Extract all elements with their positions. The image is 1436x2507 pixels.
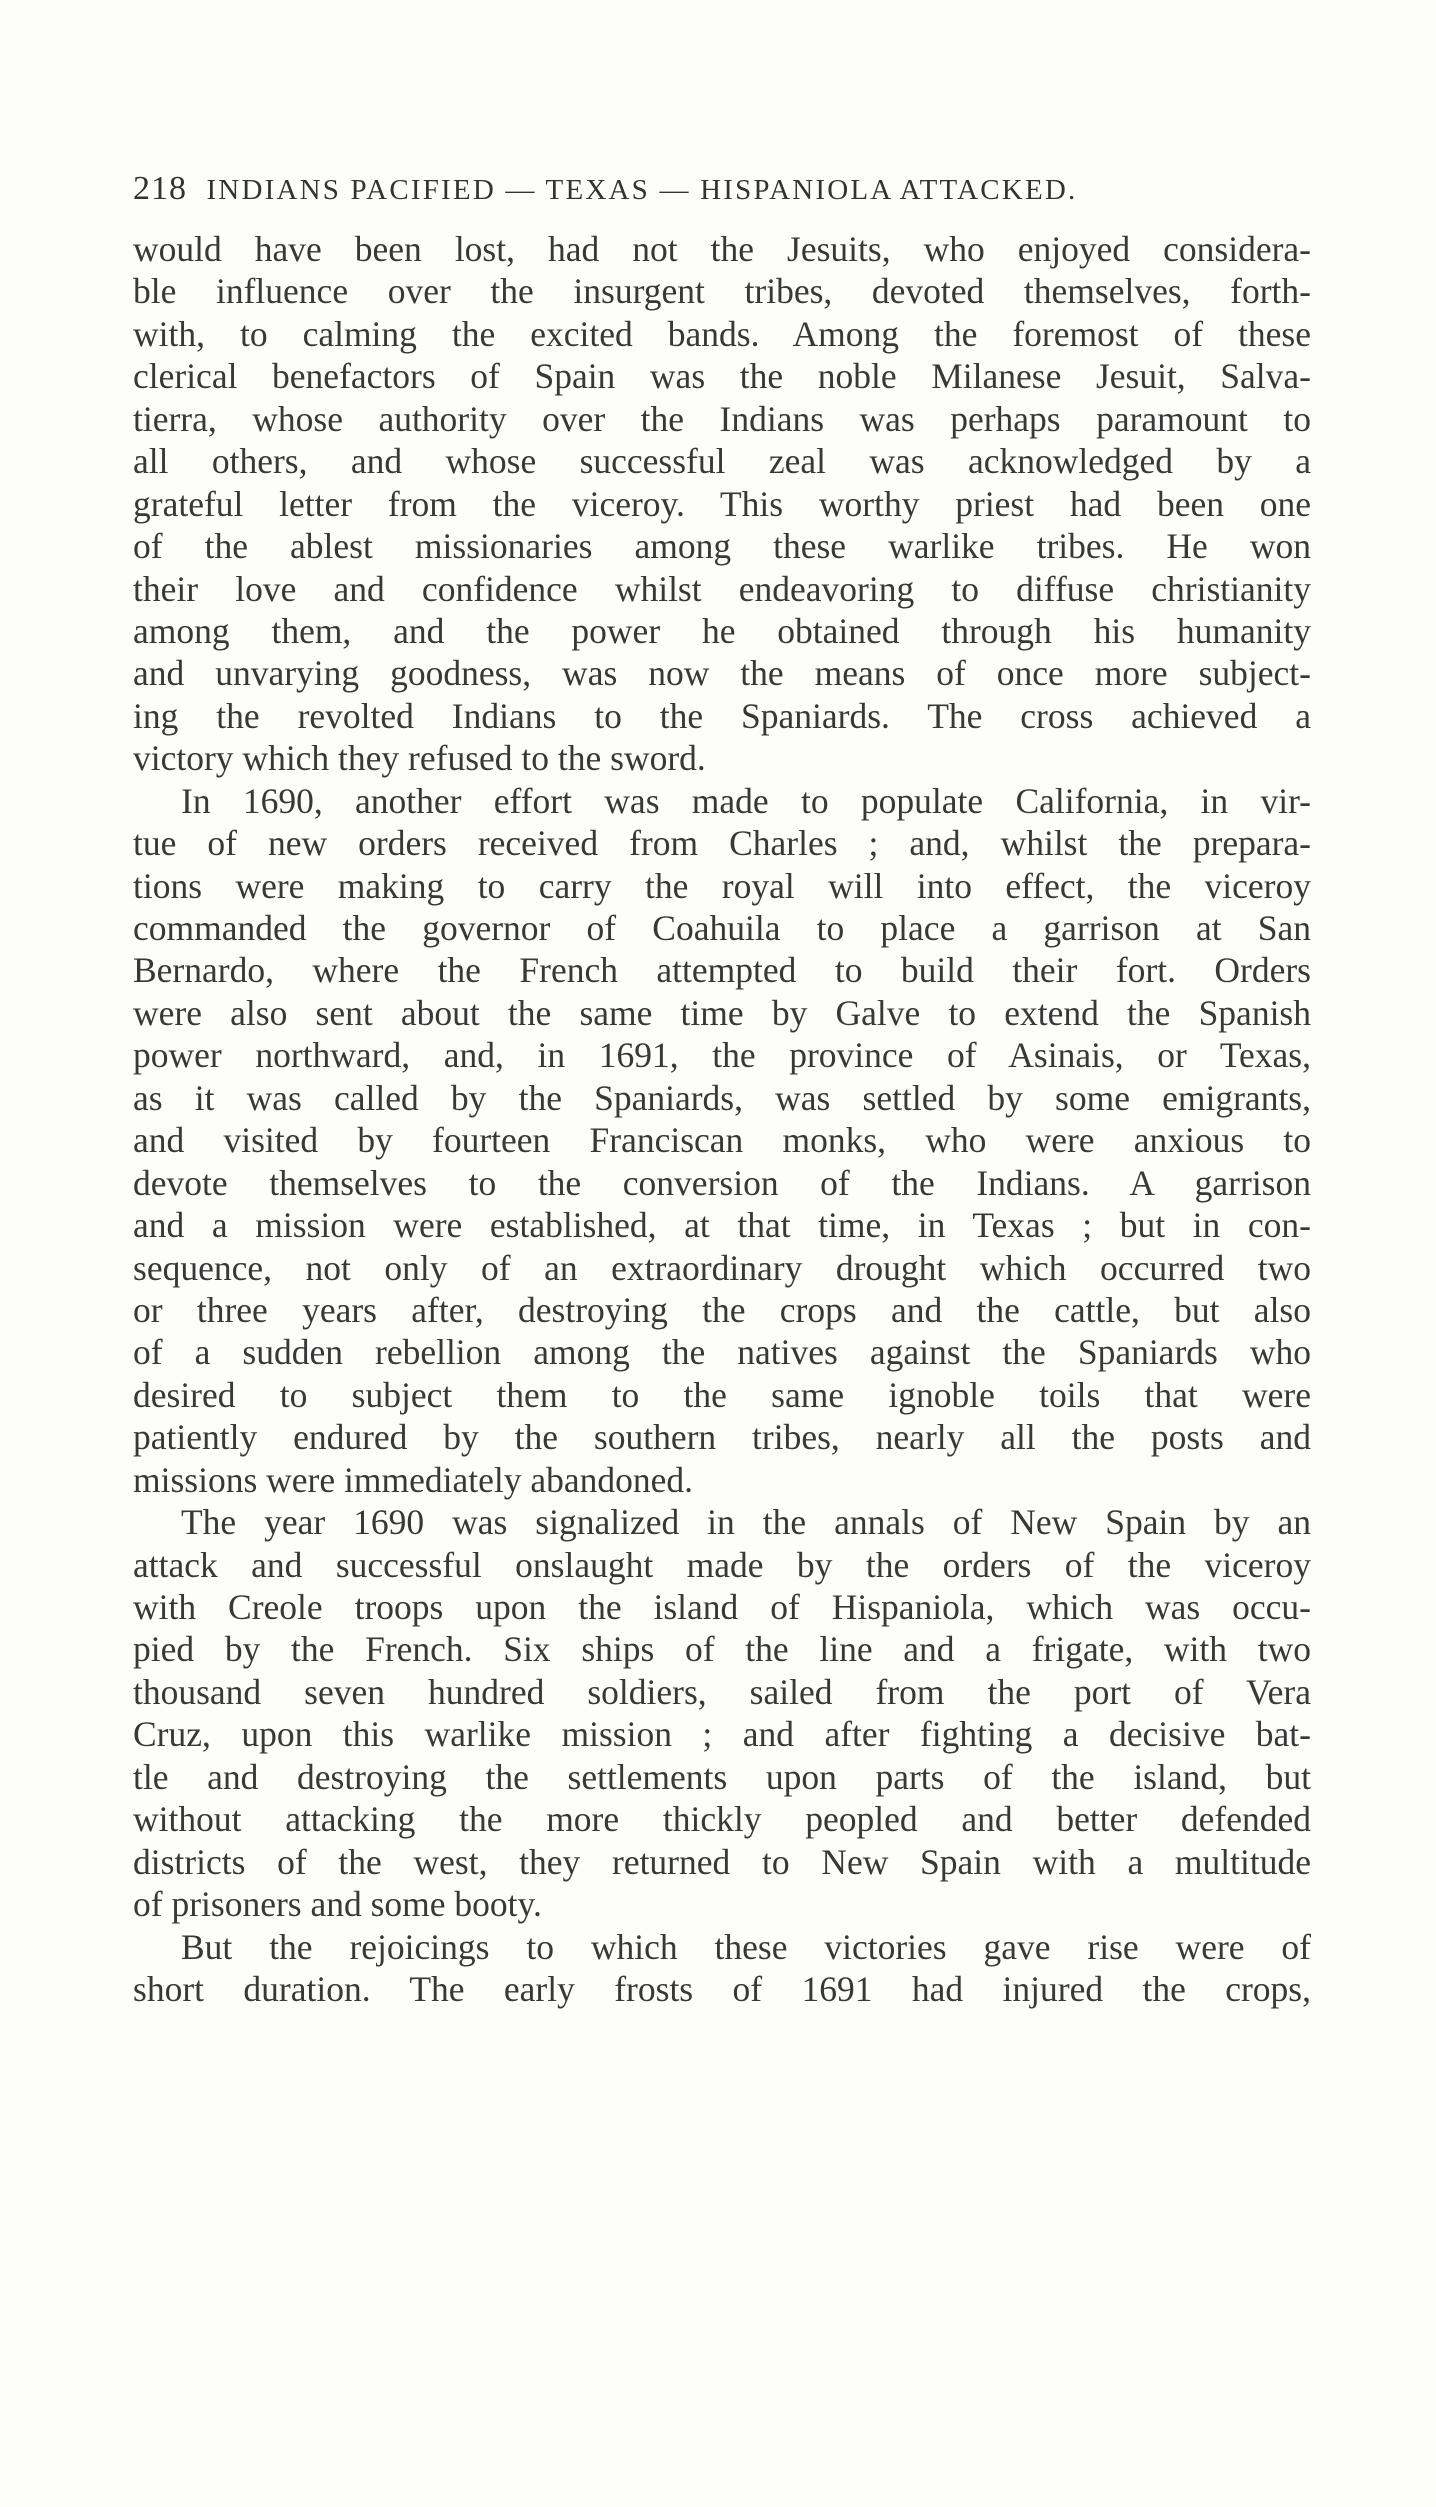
text-line: of the ablest missionaries among these warlike tribes. He won xyxy=(133,526,1311,567)
text-line: of prisoners and some booty. xyxy=(133,1884,542,1925)
text-line: tue of new orders received from Charles ; and, whilst the prepara- xyxy=(133,823,1311,864)
text-line: thousand seven hundred soldiers, sailed from the port of Vera xyxy=(133,1671,1311,1712)
text-line: In 1690, another effort was made to populate California, in vir- xyxy=(181,780,1311,821)
text-line: all others, and whose successful zeal was acknowledged by a xyxy=(133,441,1311,482)
text-line: Cruz, upon this warlike mission ; and after fighting a decisive bat- xyxy=(133,1714,1311,1755)
text-line: their love and confidence whilst endeavoring to diffuse christianity xyxy=(133,568,1311,609)
text-line: and visited by fourteen Franciscan monks, who were anxious to xyxy=(133,1120,1311,1161)
text-line: as it was called by the Spaniards, was settled by some emigrants, xyxy=(133,1077,1311,1118)
text-line: or three years after, destroying the crops and the cattle, but also xyxy=(133,1289,1311,1330)
text-line: and a mission were established, at that time, in Texas ; but in con- xyxy=(133,1205,1311,1246)
text-line: missions were immediately abandoned. xyxy=(133,1459,693,1500)
text-line: tions were making to carry the royal will into effect, the viceroy xyxy=(133,865,1311,906)
text-line: Bernardo, where the French attempted to build their fort. Orders xyxy=(133,950,1311,991)
text-line: attack and successful onslaught made by the orders of the viceroy xyxy=(133,1544,1311,1585)
text-line: ing the revolted Indians to the Spaniards. The cross achieved a xyxy=(133,695,1311,736)
text-line: pied by the French. Six ships of the line and a frigate, with two xyxy=(133,1629,1311,1670)
text-line: would have been lost, had not the Jesuits, who enjoyed considera- xyxy=(133,229,1311,269)
text-line: districts of the west, they returned to New Spain with a multitude xyxy=(133,1841,1311,1882)
running-head xyxy=(133,170,1313,208)
text-line: But the rejoicings to which these victories gave rise were of xyxy=(181,1926,1311,1967)
text-line: power northward, and, in 1691, the province of Asinais, or Texas, xyxy=(133,1035,1311,1076)
text-line: with Creole troops upon the island of Hispaniola, which was occu- xyxy=(133,1587,1311,1627)
text-line: desired to subject them to the same ignoble toils that were xyxy=(133,1374,1311,1415)
text-line: patiently endured by the southern tribes, nearly all the posts and xyxy=(133,1417,1311,1458)
text-line: grateful letter from the viceroy. This worthy priest had been one xyxy=(133,483,1311,524)
text-line: commanded the governor of Coahuila to place a garrison at San xyxy=(133,908,1311,948)
running-head-title: INDIANS PACIFIED — TEXAS — HISPANIOLA ATTACKED. xyxy=(206,174,1078,206)
page-number: 218 xyxy=(133,170,187,207)
text-line: tierra, whose authority over the Indians was perhaps paramount to xyxy=(133,398,1311,439)
text-line: sequence, not only of an extraordinary drought which occurred two xyxy=(133,1247,1311,1288)
text-line: of a sudden rebellion among the natives against the Spaniards who xyxy=(133,1332,1311,1373)
text-line: short duration. The early frosts of 1691 had injured the crops, xyxy=(133,1968,1311,2009)
text-line: devote themselves to the conversion of the Indians. A garrison xyxy=(133,1162,1311,1203)
text-line: without attacking the more thickly peopled and better defended xyxy=(133,1799,1311,1840)
text-line: with, to calming the excited bands. Among the foremost of these xyxy=(133,313,1311,354)
text-line: were also sent about the same time by Galve to extend the Spanish xyxy=(133,992,1311,1033)
text-line: clerical benefactors of Spain was the noble Milanese Jesuit, Salva- xyxy=(133,356,1311,397)
body-text xyxy=(133,228,1311,2010)
text-line: among them, and the power he obtained through his humanity xyxy=(133,610,1311,651)
text-line: ble influence over the insurgent tribes, devoted themselves, forth- xyxy=(133,271,1311,312)
text-line: and unvarying goodness, was now the means of once more subject- xyxy=(133,653,1311,694)
text-line: victory which they refused to the sword. xyxy=(133,738,706,779)
text-line: The year 1690 was signalized in the annals of New Spain by an xyxy=(181,1502,1311,1543)
text-line: tle and destroying the settlements upon parts of the island, but xyxy=(133,1756,1311,1797)
